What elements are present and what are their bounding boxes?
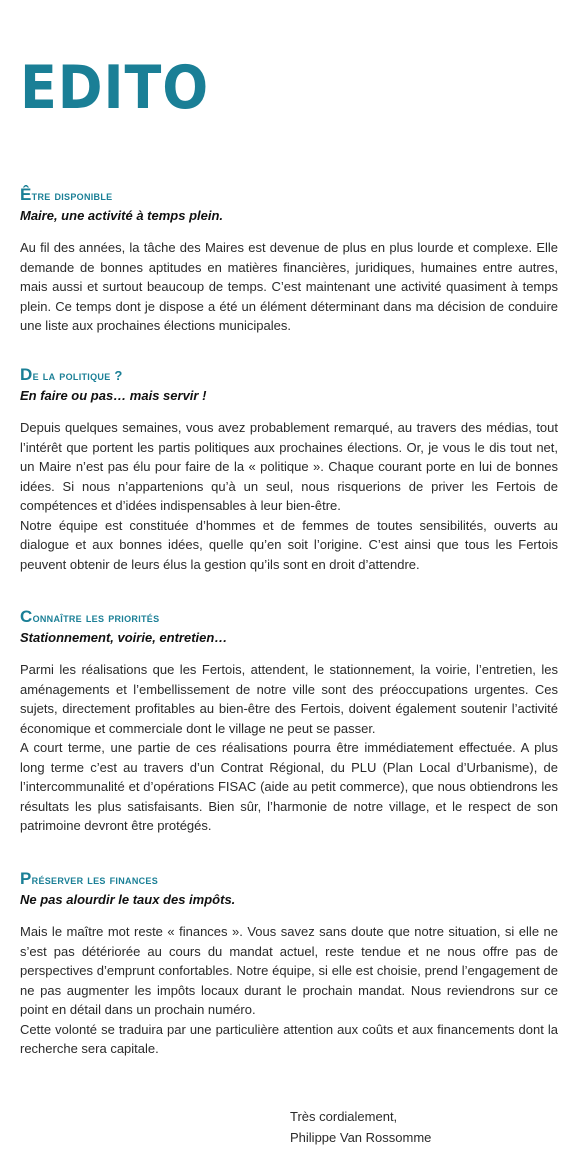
section-subheading: En faire ou pas… mais servir ! <box>20 388 207 403</box>
section-subheading: Maire, une activité à temps plein. <box>20 208 224 223</box>
paragraph: Notre équipe est constituée d’hommes et de femmes de toutes sensibilités, ouverts au dialogue et aux bonnes idées, quelle qu’en soit l’origine. C’est ainsi que tous les Fertois peuvent obtenir de leurs élus la gestion qu’ils sont en droit d’attendre. <box>20 517 558 572</box>
page-title: EDITO <box>20 53 210 123</box>
paragraph: Mais le maître mot reste « finances ». Vous savez sans doute que notre situation, si elle ne s’est pas détériorée au cours du mandat actuel, reste tendue et ne nous offre pas de perspectives d’emprunt confortables. Notre équipe, si elle est choisie, prend l’engagement de ne pas augmenter les impôts locaux durant le prochain mandat. Nous reviendrons sur ce point en détail dans un prochain numéro. <box>20 924 558 1017</box>
signature-closing: Très cordialement, <box>290 1109 398 1124</box>
paragraph: Cette volonté se traduira par une particulière attention aux coûts et aux financements dont la recherche sera capitale. <box>20 1021 558 1056</box>
paragraph: A court terme, une partie de ces réalisations pourra être immédiatement effectuée. A plus long terme c’est au travers d’un Contrat Régional, du PLU (Plan Local d’Urbanisme), de l’intercommunalité et d’opérations FISAC (aide au petit commerce), que nous obtiendrons les résultats les plus satisfaisants. Bien sûr, l’harmonie de notre village, et le respect de son patrimoine devront être protégés. <box>20 740 558 833</box>
paragraph: Parmi les réalisations que les Fertois, attendent, le stationnement, la voirie, l’entretien, les aménagements et l’embellissement de notre ville sont des préoccupations urgentes. Ces sujets, directement profitables au bien-être des Fertois, doivent également soutenir l’activité économique et commerciale dont le village ne peut se passer. <box>20 662 558 736</box>
paragraph: Au fil des années, la tâche des Maires est devenue de plus en plus lourde et complexe. Elle demande de bonnes aptitudes en matières financières, juridiques, humaines entre autres, mais aussi et surtout beaucoup de temps. C’est maintenant une activité quasiment à temps plein. Ce temps dont je dispose a été un élément déterminant dans ma décision de conduire une liste aux prochaines élections municipales. <box>20 240 558 333</box>
section-subheading: Stationnement, voirie, entretien… <box>20 630 228 645</box>
section-etre-disponible <box>20 186 558 336</box>
paragraph: Depuis quelques semaines, vous avez probablement remarqué, au travers des médias, tout l’intérêt que portent les partis politiques aux prochaines élections. Or, je vous le dis tout net, un Maire n’est pas élu pour faire de la « politique ». Chaque courant porte en lui de bonnes idées. Si nous n’appartenions qu’à un seul, nous risquerions de priver les Fertois de compétences et d’idées indispensables à leur bien-être. <box>20 420 558 513</box>
section-heading: Préserver les finances <box>20 869 159 888</box>
section-preserver-les-finances <box>20 870 558 1059</box>
section-heading: Être disponible <box>20 185 113 204</box>
section-de-la-politique <box>20 366 558 574</box>
section-heading: Connaître les priorités <box>20 607 160 626</box>
section-heading: De la politique ? <box>20 365 123 384</box>
signature-name: Philippe Van Rossomme <box>290 1130 432 1145</box>
section-connaitre-les-priorites <box>20 608 558 836</box>
section-subheading: Ne pas alourdir le taux des impôts. <box>20 892 236 907</box>
signature <box>290 1106 431 1148</box>
